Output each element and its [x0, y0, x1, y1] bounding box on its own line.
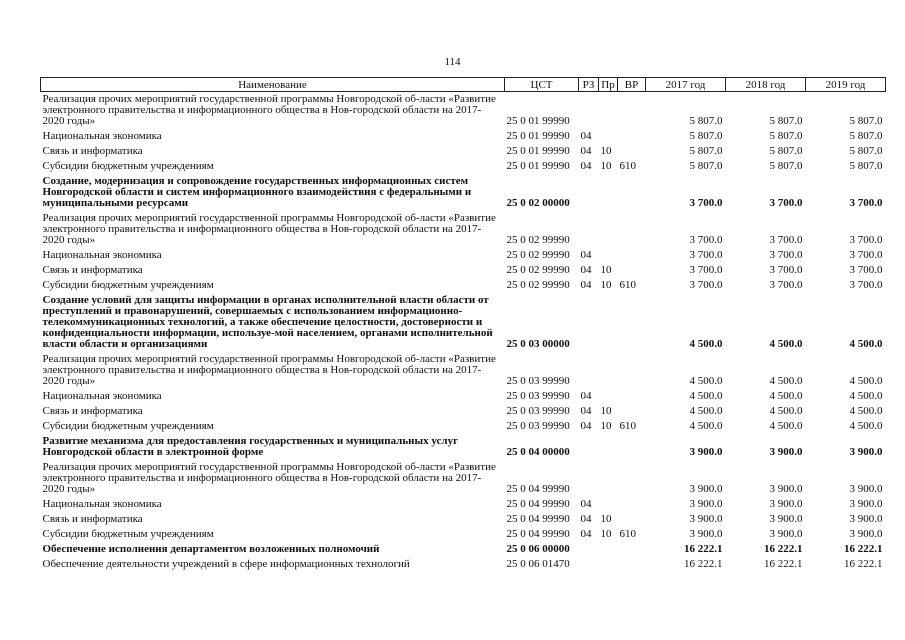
cell-vr — [618, 512, 646, 527]
cell-vr — [618, 293, 646, 352]
cell-2017: 4 500.0 — [689, 338, 723, 350]
cell-name: Реализация прочих мероприятий государственной программы Новгородской об-ласти «Развитие электронного правительства и информационного общества в Нов-городской области на 2017-2020 годы» — [42, 212, 496, 246]
cell-rz: 04 — [580, 405, 592, 417]
cell-2019: 3 700.0 — [849, 197, 883, 209]
cell-2017: 5 807.0 — [689, 130, 723, 142]
cell-rz — [579, 293, 599, 352]
cell-2017: 5 807.0 — [689, 145, 723, 157]
cell-name: Связь и информатика — [42, 264, 143, 276]
table-row — [41, 352, 886, 389]
cell-name: Реализация прочих мероприятий государственной программы Новгородской об-ласти «Развитие электронного правительства и информационного общества в Нов-городской области на 2017-2020 годы» — [42, 353, 496, 387]
cell-pr: 10 — [600, 279, 612, 291]
cell-2018: 5 807.0 — [769, 145, 803, 157]
header-name: Наименование — [41, 78, 505, 92]
cell-rz: 04 — [580, 498, 592, 510]
cell-rz: 04 — [580, 420, 592, 432]
table-row — [41, 527, 886, 542]
table-row — [41, 419, 886, 434]
cell-rz: 04 — [580, 390, 592, 402]
cell-2018: 4 500.0 — [769, 390, 803, 402]
cell-vr — [618, 248, 646, 263]
cell-name: Субсидии бюджетным учреждениям — [42, 160, 214, 172]
cell-2018: 5 807.0 — [769, 130, 803, 142]
cell-2019: 3 900.0 — [849, 483, 883, 495]
cell-2018: 3 900.0 — [769, 446, 803, 458]
cell-vr — [618, 434, 646, 460]
cell-cst: 25 0 03 99990 — [506, 405, 570, 417]
cell-2019: 3 700.0 — [849, 234, 883, 246]
cell-name: Национальная экономика — [42, 130, 162, 142]
cell-2019: 4 500.0 — [849, 390, 883, 402]
cell-cst: 25 0 04 99990 — [506, 528, 570, 540]
cell-rz: 04 — [580, 279, 592, 291]
cell-2019: 4 500.0 — [849, 405, 883, 417]
cell-2017: 3 900.0 — [689, 483, 723, 495]
cell-rz — [579, 352, 599, 389]
cell-pr: 10 — [600, 420, 612, 432]
cell-2019: 16 222.1 — [844, 543, 883, 555]
cell-2019: 5 807.0 — [849, 130, 883, 142]
header-2017: 2017 год — [646, 78, 726, 92]
cell-cst: 25 0 01 99990 — [506, 160, 570, 172]
cell-name: Национальная экономика — [42, 390, 162, 402]
cell-pr — [599, 293, 618, 352]
cell-cst: 25 0 01 99990 — [506, 115, 570, 127]
cell-2018: 3 700.0 — [769, 249, 803, 261]
header-2018: 2018 год — [726, 78, 806, 92]
cell-rz: 04 — [580, 145, 592, 157]
cell-2018: 5 807.0 — [769, 115, 803, 127]
cell-cst: 25 0 03 99990 — [506, 375, 570, 387]
table-row — [41, 434, 886, 460]
cell-rz — [579, 460, 599, 497]
cell-2019: 16 222.1 — [844, 558, 883, 570]
cell-cst: 25 0 03 00000 — [506, 338, 570, 350]
cell-2017: 4 500.0 — [689, 390, 723, 402]
cell-name: Создание, модернизация и сопровождение государственных информационных систем Новгородской области и систем информационного взаимодействия с федеральными и муниципальными ресурсами — [42, 175, 472, 209]
cell-vr — [618, 263, 646, 278]
cell-cst: 25 0 01 99990 — [506, 130, 570, 142]
cell-2018: 5 807.0 — [769, 160, 803, 172]
cell-cst: 25 0 04 00000 — [506, 446, 570, 458]
cell-vr — [618, 352, 646, 389]
cell-2018: 3 900.0 — [769, 513, 803, 525]
cell-rz — [579, 434, 599, 460]
cell-vr — [618, 497, 646, 512]
cell-2017: 3 900.0 — [689, 498, 723, 510]
cell-2019: 3 700.0 — [849, 249, 883, 261]
cell-2017: 3 700.0 — [689, 264, 723, 276]
cell-2018: 3 700.0 — [769, 279, 803, 291]
cell-2017: 16 222.1 — [684, 543, 723, 555]
cell-vr — [618, 211, 646, 248]
cell-2018: 3 700.0 — [769, 264, 803, 276]
table-row — [41, 248, 886, 263]
cell-2018: 4 500.0 — [769, 420, 803, 432]
cell-vr — [618, 557, 646, 572]
cell-cst: 25 0 02 99990 — [506, 264, 570, 276]
cell-2019: 3 900.0 — [849, 446, 883, 458]
cell-2019: 3 900.0 — [849, 528, 883, 540]
cell-cst: 25 0 04 99990 — [506, 513, 570, 525]
table-row — [41, 404, 886, 419]
cell-rz — [579, 557, 599, 572]
header-row — [41, 78, 886, 92]
cell-rz: 04 — [580, 513, 592, 525]
cell-pr — [599, 389, 618, 404]
cell-pr: 10 — [600, 145, 612, 157]
cell-cst: 25 0 06 00000 — [506, 543, 570, 555]
cell-name: Связь и информатика — [42, 513, 143, 525]
cell-pr: 10 — [600, 513, 612, 525]
cell-pr: 10 — [600, 528, 612, 540]
cell-cst: 25 0 06 01470 — [506, 558, 570, 570]
cell-vr: 610 — [619, 279, 636, 291]
cell-pr — [599, 211, 618, 248]
cell-pr — [599, 129, 618, 144]
table-row — [41, 92, 886, 130]
table-row — [41, 129, 886, 144]
cell-2017: 4 500.0 — [689, 375, 723, 387]
cell-cst: 25 0 04 99990 — [506, 483, 570, 495]
table-row — [41, 497, 886, 512]
cell-cst: 25 0 01 99990 — [506, 145, 570, 157]
cell-2018: 4 500.0 — [769, 405, 803, 417]
table-row — [41, 211, 886, 248]
cell-cst: 25 0 03 99990 — [506, 390, 570, 402]
cell-pr — [599, 542, 618, 557]
cell-name: Развитие механизма для предоставления государственных и муниципальных услуг Новгородской области в электронной форме — [42, 435, 459, 458]
cell-pr — [599, 352, 618, 389]
cell-2018: 16 222.1 — [764, 558, 803, 570]
budget-table — [40, 77, 886, 572]
cell-name: Реализация прочих мероприятий государственной программы Новгородской об-ласти «Развитие электронного правительства и информационного общества в Нов-городской области на 2017-2020 годы» — [42, 93, 496, 127]
cell-vr: 610 — [619, 528, 636, 540]
cell-2018: 3 900.0 — [769, 528, 803, 540]
cell-2018: 3 700.0 — [769, 234, 803, 246]
table-row — [41, 159, 886, 174]
table-row — [41, 293, 886, 352]
cell-2018: 3 900.0 — [769, 483, 803, 495]
cell-2019: 4 500.0 — [849, 338, 883, 350]
header-vr: ВР — [618, 78, 646, 92]
table-row — [41, 174, 886, 211]
cell-pr — [599, 460, 618, 497]
cell-2018: 3 700.0 — [769, 197, 803, 209]
cell-rz: 04 — [580, 264, 592, 276]
cell-rz: 04 — [580, 160, 592, 172]
table-row — [41, 263, 886, 278]
cell-vr — [618, 144, 646, 159]
table-row — [41, 460, 886, 497]
table-row — [41, 389, 886, 404]
cell-name: Национальная экономика — [42, 498, 162, 510]
cell-2019: 3 700.0 — [849, 279, 883, 291]
cell-rz: 04 — [580, 528, 592, 540]
cell-vr — [618, 460, 646, 497]
cell-name: Национальная экономика — [42, 249, 162, 261]
cell-2017: 3 700.0 — [689, 197, 723, 209]
cell-2019: 4 500.0 — [849, 375, 883, 387]
cell-pr — [599, 248, 618, 263]
cell-pr — [599, 92, 618, 130]
cell-rz — [579, 92, 599, 130]
cell-name: Реализация прочих мероприятий государственной программы Новгородской об-ласти «Развитие электронного правительства и информационного общества в Нов-городской области на 2017-2020 годы» — [42, 461, 496, 495]
cell-2017: 16 222.1 — [684, 558, 723, 570]
cell-name: Создание условий для защиты информации в органах исполнительной власти области от преступлений и правонарушений, совершаемых с использованием информационно-телекоммуникационных технологий, а также обеспечение целостности, достоверности и конфиденциальности информации, используе-мой населением, органами исполнительной власти области и организациями — [42, 294, 493, 350]
cell-2019: 5 807.0 — [849, 145, 883, 157]
header-rz: РЗ — [579, 78, 599, 92]
cell-vr — [618, 129, 646, 144]
cell-2019: 4 500.0 — [849, 420, 883, 432]
cell-name: Обеспечение исполнения департаментом возложенных полномочий — [42, 543, 380, 555]
cell-name: Субсидии бюджетным учреждениям — [42, 279, 214, 291]
cell-pr: 10 — [600, 160, 612, 172]
table-body — [41, 92, 886, 573]
cell-2018: 3 900.0 — [769, 498, 803, 510]
cell-cst: 25 0 02 99990 — [506, 234, 570, 246]
cell-name: Субсидии бюджетным учреждениям — [42, 420, 214, 432]
cell-name: Связь и информатика — [42, 405, 143, 417]
table-row — [41, 144, 886, 159]
header-2019: 2019 год — [806, 78, 886, 92]
cell-pr: 10 — [600, 264, 612, 276]
cell-name: Связь и информатика — [42, 145, 143, 157]
cell-2017: 3 900.0 — [689, 513, 723, 525]
table-row — [41, 512, 886, 527]
cell-vr — [618, 174, 646, 211]
cell-name: Субсидии бюджетным учреждениям — [42, 528, 214, 540]
table-row — [41, 278, 886, 293]
cell-2018: 4 500.0 — [769, 375, 803, 387]
cell-2019: 5 807.0 — [849, 160, 883, 172]
cell-rz: 04 — [580, 130, 592, 142]
cell-vr — [618, 542, 646, 557]
cell-rz — [579, 542, 599, 557]
cell-cst: 25 0 02 00000 — [506, 197, 570, 209]
cell-2017: 4 500.0 — [689, 405, 723, 417]
cell-rz: 04 — [580, 249, 592, 261]
cell-rz — [579, 211, 599, 248]
cell-2019: 5 807.0 — [849, 115, 883, 127]
cell-2017: 3 700.0 — [689, 249, 723, 261]
cell-2017: 3 700.0 — [689, 279, 723, 291]
cell-vr: 610 — [619, 420, 636, 432]
cell-pr — [599, 434, 618, 460]
cell-rz — [579, 174, 599, 211]
cell-2017: 3 700.0 — [689, 234, 723, 246]
cell-cst: 25 0 04 99990 — [506, 498, 570, 510]
cell-2017: 3 900.0 — [689, 528, 723, 540]
cell-pr — [599, 557, 618, 572]
cell-name: Обеспечение деятельности учреждений в сфере информационных технологий — [42, 558, 410, 570]
cell-2018: 4 500.0 — [769, 338, 803, 350]
cell-cst: 25 0 03 99990 — [506, 420, 570, 432]
cell-2017: 5 807.0 — [689, 160, 723, 172]
cell-vr — [618, 404, 646, 419]
cell-2019: 3 900.0 — [849, 498, 883, 510]
cell-pr — [599, 174, 618, 211]
page-number: 114 — [444, 56, 461, 68]
cell-vr: 610 — [619, 160, 636, 172]
header-pr: Пр — [599, 78, 618, 92]
cell-vr — [618, 389, 646, 404]
table-row — [41, 542, 886, 557]
cell-2017: 3 900.0 — [689, 446, 723, 458]
table-row — [41, 557, 886, 572]
cell-2017: 4 500.0 — [689, 420, 723, 432]
cell-cst: 25 0 02 99990 — [506, 249, 570, 261]
cell-2017: 5 807.0 — [689, 115, 723, 127]
cell-2018: 16 222.1 — [764, 543, 803, 555]
cell-cst: 25 0 02 99990 — [506, 279, 570, 291]
cell-2019: 3 700.0 — [849, 264, 883, 276]
cell-vr — [618, 92, 646, 130]
cell-pr — [599, 497, 618, 512]
header-cst: ЦСТ — [505, 78, 579, 92]
cell-2019: 3 900.0 — [849, 513, 883, 525]
cell-pr: 10 — [600, 405, 612, 417]
